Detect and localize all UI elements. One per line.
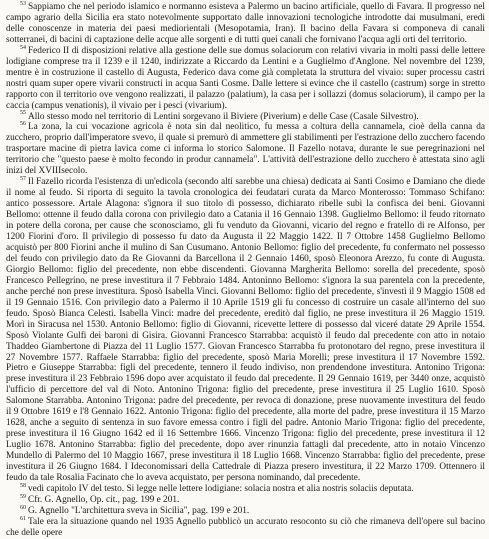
footnote-text: G. Agnello "L'architettura sveva in Sicilia", pag. 199 e 201. <box>28 505 250 516</box>
footnote-text: Tale era la situazione quando nel 1935 Agnello pubblicò un accurato resoconto su ciò che rimaneva dell'opere sul bacino che delle opere <box>6 516 485 538</box>
footnote-text: Allo stesso modo nel territorio di Lentini sorgevano il Biviere (Piverium) e delle Case (Casale Silvestro). <box>28 111 419 122</box>
footnote-54 <box>6 46 485 112</box>
footnote-number: 61 <box>20 515 26 522</box>
footnote-53 <box>6 2 485 46</box>
footnote-58 <box>6 484 485 495</box>
footnote-number: 54 <box>20 44 26 51</box>
footnote-number: 55 <box>20 110 26 117</box>
footnote-59 <box>6 495 485 506</box>
footnote-56 <box>6 122 485 177</box>
footnote-60 <box>6 506 485 517</box>
footnote-text: Cfr. G. Agnello, Op. cit., pag. 199 e 201. <box>28 494 180 505</box>
footnote-text: Il Fazello ricorda l'esistenza di un'edicola (secondo alti sarebbe una chiesa) dedicata ai Santi Cosimo e Damiano che diede il nome al feudo. Si riporta di seguito la tavola cronologica dei feudatari curata da Marco Monterosso: Tommaso Schifano: antico possessore. Artale Alagona: s'ignora il suo titolo di possesso, dichiarato ribelle subì la confisca dei beni. Giovanni Bellomo: ottenne il feudo dalla corona con privilegio dato a Catania il 16 Gennaio 1398. Guglielmo Bellomo: il feudo ritornato in potere della corona, per cause che sconosciamo, gli fu venduto da Giovanni, vicario del regno e fratello di re Alfonso, per 1200 Fiorini d'oro. Il privilegio di possesso fu dato da Augusta il 22 Maggio 1422. Il 7 Ottobre 1458 Guglielmo Bellomo acquistò per 800 Fiorini anche il mulino di San Cusumano. Antonio Bellomo: figlio del precedente, fu confermato nel possesso del feudo con privilegio dato da Re Giovanni da Barcellona il 2 Gennaio 1460, sposò Eleonora Arezzo, fu conte di Augusta. Giorgio Bellomo: figlio del precedente, non ebbe discendenti. Giovanna Margherita Bellomo: sorella del precedente, sposò Francesco Pellegrino, ne prese investitura il 7 Febbraio 1484. Antoninno Bellomo: s'ignora la sua parentela con la precedente, anche perché non prese investitura. Sposò Isabella Vinci. Giovanni Bellomo: figlio del precedente, s'investì il 9 Maggio 1508 ed il 19 Gennaio 1516. Con privilegio dato a Palermo il 10 Aprile 1519 gli fu concesso di costruire un casale all'interno del suo feudo. Sposò Bianca Celesti. Isabella Vinci: madre del precedente, ereditò dal figlio, ne prese investitura il 26 Maggio 1519. Morì in Siracusa nel 1530. Antonio Bellomo: figlio di Giovanni, ricevette lettere di possesso dal viceré datate 29 Aprile 1554. Sposò Violante Gulfi dei baroni di Gisira. Giovanni Francesco Starrabba: acquistò il feudo dal precedente con atto in notaio Thaddeo Giambertone di Piazza del 11 Luglio 1577. Giovan Francesco Starrabba fu protonotaro del regno, prese investitura il 27 Novembre 1577. Raffaele Starrabba: figlio del precedente, sposò Maria Morelli; prese investitura il 17 Novembre 1592. Pietro e Giuseppe Starrabba: figli del precedente, tennero il feudo indiviso, non prendendone investitura. Antonino Trigona: prese investitura il 23 Febbraio 1596 dopo aver acquistato il feudo dal precedente. Il 29 Gennaio 1619, per 3440 onze, acquistò l'ufficio di percettore del val di Noto. Antonino Trigona: figlio del precedente, prese investitura il 25 Luglio 1610. Sposò Salomone Starrabba. Antonino Trigona: padre del precedente, per revoca di donazione, prese nuovamente investitura del feudo il 9 Ottobre 1619 e l'8 Gennaio 1622. Antonio Trigona: figlio del precedente, alla morte del padre, prese investitura il 15 Marzo 1628, anche a seguito di sentenza in suo favore emessa contro i figli del padre. Antonio Mario Trigona: figlio del precedente, prese investitura il 16 Giugno 1642 ed il 16 Settembre 1666. Vincenzo Trigona: figlio del precedente, prese investitura il 12 Luglio 1678. Antonino Starrabba: figlio del precedente, dopo aver rinunzia fattagli dal precedente, atto in notaio Vincenzo Mundello di Palermo del 10 Maggio 1667, prese investitura il 18 Luglio 1668. Vincenzo Starrabba: figlio del precedente, prese investitura il 26 Giugno 1684. I Ideconomissari della Cattedrale di Piazza presero investitura, il 22 Marzo 1709. Ottennero il feudo da tale Rosalia Facinato che lo aveva acquistato, per persona nominando, dal precedente. <box>6 177 485 483</box>
footnote-number: 53 <box>20 0 26 7</box>
footnote-text: Federico II di disposizioni relative alla gestione delle sue domus solaciorum con relativi vivaria in molti passi delle lettere lodigiane comprese tra il 1239 e il 1240, indirizzate a Riccardo da Lentini e a Guglielmo d'Anglone. Nel novembre del 1239, mentre è in costruzione il castello di Augusta, Federico dava come già completata la struttura del vivaio: super processu castri nostri quam super opere vivarii constructi in acqua Santi Cosme. Dalle lettere si evince che il castello (castrum) sorge in stretto rapporto con il territorio ove vengono realizzati, il palazzo (palatium), la casa per i sollazzi (domus solaciorum), il campo per la caccia (campus venationis), il vivaio per i pesci (vivarium). <box>6 45 485 111</box>
footnote-55 <box>6 112 485 123</box>
footnote-text: La zona, la cui vocazione agricola è nota sin dal neolitico, fu messa a coltura della cannamela, cioè della canna da zucchero, proprio dall'imperatore svevo, il quale si premurò di ammettere gli stabilimenti per l'estrazione dello zucchero facendo trasportare macine di pietra lavica come ci informa lo storico Salomone. Il Fazello notava, durante le sue peregrinazioni nel territorio che "questo paese è molto fecondo in produr cannamela". L'attività dell'estrazione dello zucchero è attestata sino agli inizi del XVIIIsecolo. <box>6 122 485 177</box>
footnote-text: vedi capitolo IV del testo. Si legge nelle lettere lodigiane: solacia nostra et alia nostris solaciis deputata. <box>28 483 414 494</box>
footnote-number: 57 <box>20 176 26 183</box>
footnote-number: 58 <box>20 482 26 489</box>
footnote-text: Sappiamo che nel periodo islamico e normanno esisteva a Palermo un bacino artificiale, quello di Favara. Il progresso nel campo agrario della Sicilia era stato notevolmente supportato dalle innovazioni tecnologiche introdotte dai musulmani, eredi delle conoscenze in materia dei paesi mediorientali (Mesopotamia, Iran). Il bacino della Favara si componeva di canali sotterranei, di bacini di captazione delle acque alle sorgenti e di tutti quei canali che fornivano l'acqua agli orti del territorio. <box>6 2 485 45</box>
footnote-number: 60 <box>20 504 26 511</box>
footnote-number: 56 <box>20 121 26 128</box>
footnote-61 <box>6 517 485 539</box>
footnote-number: 59 <box>20 493 26 500</box>
footnote-57 <box>6 177 485 484</box>
